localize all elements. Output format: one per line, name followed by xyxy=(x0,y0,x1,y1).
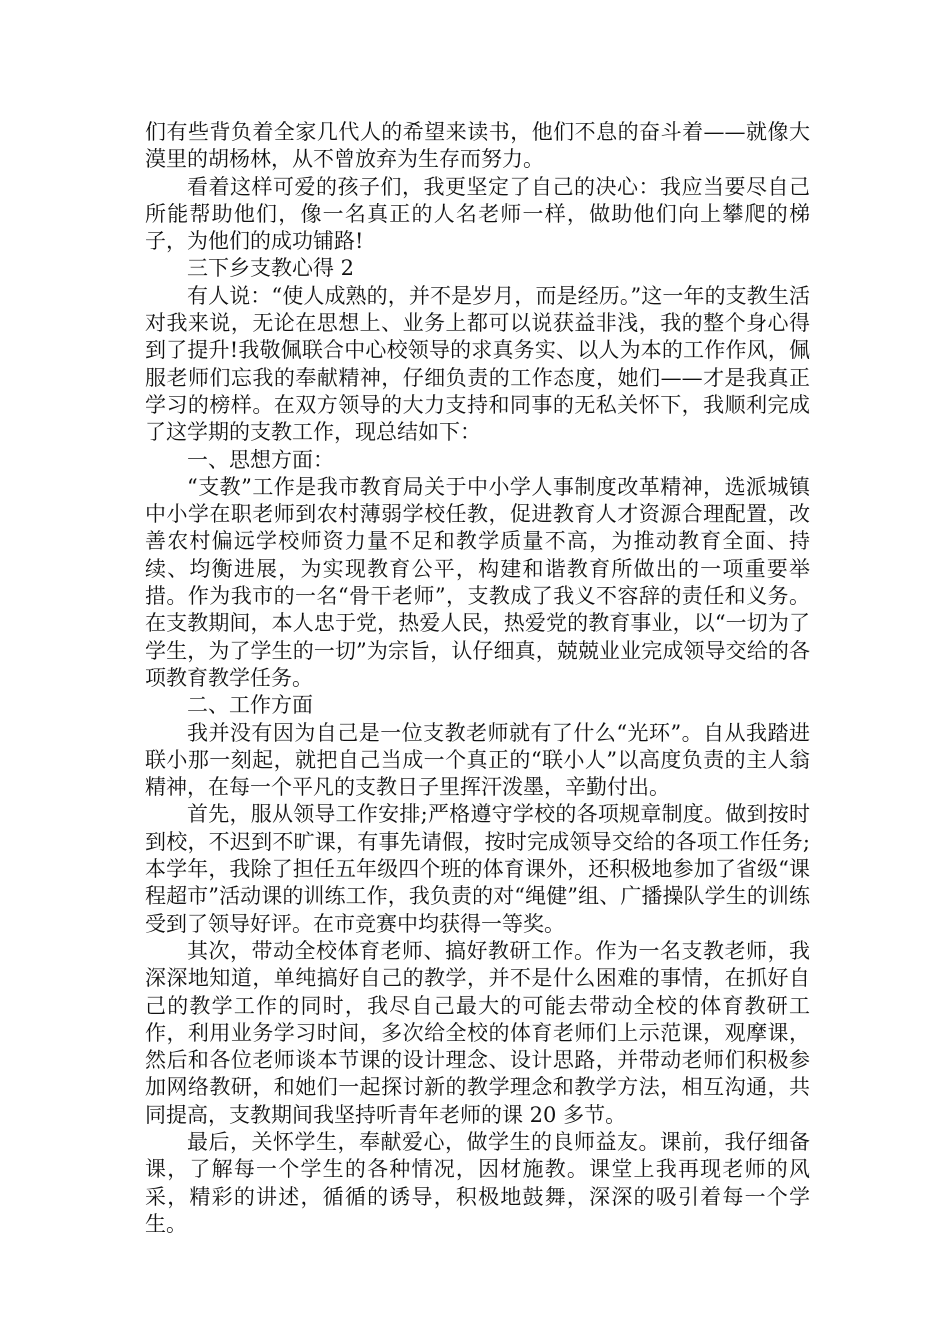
section-heading: 三下乡支教心得 2 xyxy=(187,256,355,281)
paragraph: 有人说：“使人成熟的，并不是岁月，而是经历。”这一年的支教生活对我来说，无论在思想上、业务上都可以说获益非浅，我的整个身心得到了提升!我敬佩联合中心校领导的求真务实、以人为本的工作作风，佩服老师们忘我的奉献精神，仔细负责的工作态度，她们——才是我真正学习的榜样。在双方领导的大力支持和同事的无私关怀下，我顺利完成了这学期的支教工作，现总结如下： xyxy=(145,283,810,445)
paragraph: 看着这样可爱的孩子们，我更坚定了自己的决心：我应当要尽自己所能帮助他们，像一名真正的人名老师一样，做助他们向上攀爬的梯子，为他们的成功铺路! xyxy=(145,174,810,254)
paragraph: “支教”工作是我市教育局关于中小学人事制度改革精神，选派城镇中小学在职老师到农村薄弱学校任教，促进教育人才资源合理配置，改善农村偏远学校师资力量不足和教学质量不高，为推动教育全面、持续、均衡进展，为实现教育公平，构建和谐教育所做出的一项重要举措。作为我市的一名“骨干老师”，支教成了我义不容辞的责任和义务。在支教期间，本人忠于党，热爱人民，热爱党的教育事业，以“一切为了学生，为了学生的一切”为宗旨，认仔细真，兢兢业业完成领导交给的各项教育教学任务。 xyxy=(145,474,810,690)
paragraph: 最后，关怀学生，奉献爱心，做学生的良师益友。课前，我仔细备课，了解每一个学生的各种情况，因材施教。课堂上我再现老师的风采，精彩的讲述，循循的诱导，积极地鼓舞，深深的吸引着每一个学生。 xyxy=(145,1129,810,1236)
paragraph-continued: 们有些背负着全家几代人的希望来读书，他们不息的奋斗着——就像大漠里的胡杨林，从不曾放弃为生存而努力。 xyxy=(145,120,810,172)
section-heading: 一、思想方面： xyxy=(187,447,334,472)
paragraph: 我并没有因为自己是一位支教老师就有了什么“光环”。自从我踏进联小那一刻起，就把自己当成一个真正的“联小人”以高度负责的主人翁精神，在每一个平凡的支教日子里挥汗泼墨，辛勤付出。 xyxy=(145,720,810,800)
paragraph: 其次，带动全校体育老师、搞好教研工作。作为一名支教老师，我深深地知道，单纯搞好自己的教学，并不是什么困难的事情，在抓好自己的教学工作的同时，我尽自己最大的可能去带动全校的体育教研工作，利用业务学习时间，多次给全校的体育老师们上示范课，观摩课，然后和各位老师谈本节课的设计理念、设计思路，并带动老师们积极参加网络教研，和她们一起探讨新的教学理念和教学方法，相互沟通，共同提高，支教期间我坚持听青年老师的课 20 多节。 xyxy=(145,938,810,1127)
document-body xyxy=(145,119,810,1238)
section-heading: 二、工作方面 xyxy=(187,693,313,718)
paragraph: 首先，服从领导工作安排;严格遵守学校的各项规章制度。做到按时到校，不迟到不旷课，有事先请假，按时完成领导交给的各项工作任务;本学年，我除了担任五年级四个班的体育课外，还积极地参加了省级“课程超市”活动课的训练工作，我负责的对“绳健”组、广播操队学生的训练受到了领导好评。在市竞赛中均获得一等奖。 xyxy=(145,802,810,936)
